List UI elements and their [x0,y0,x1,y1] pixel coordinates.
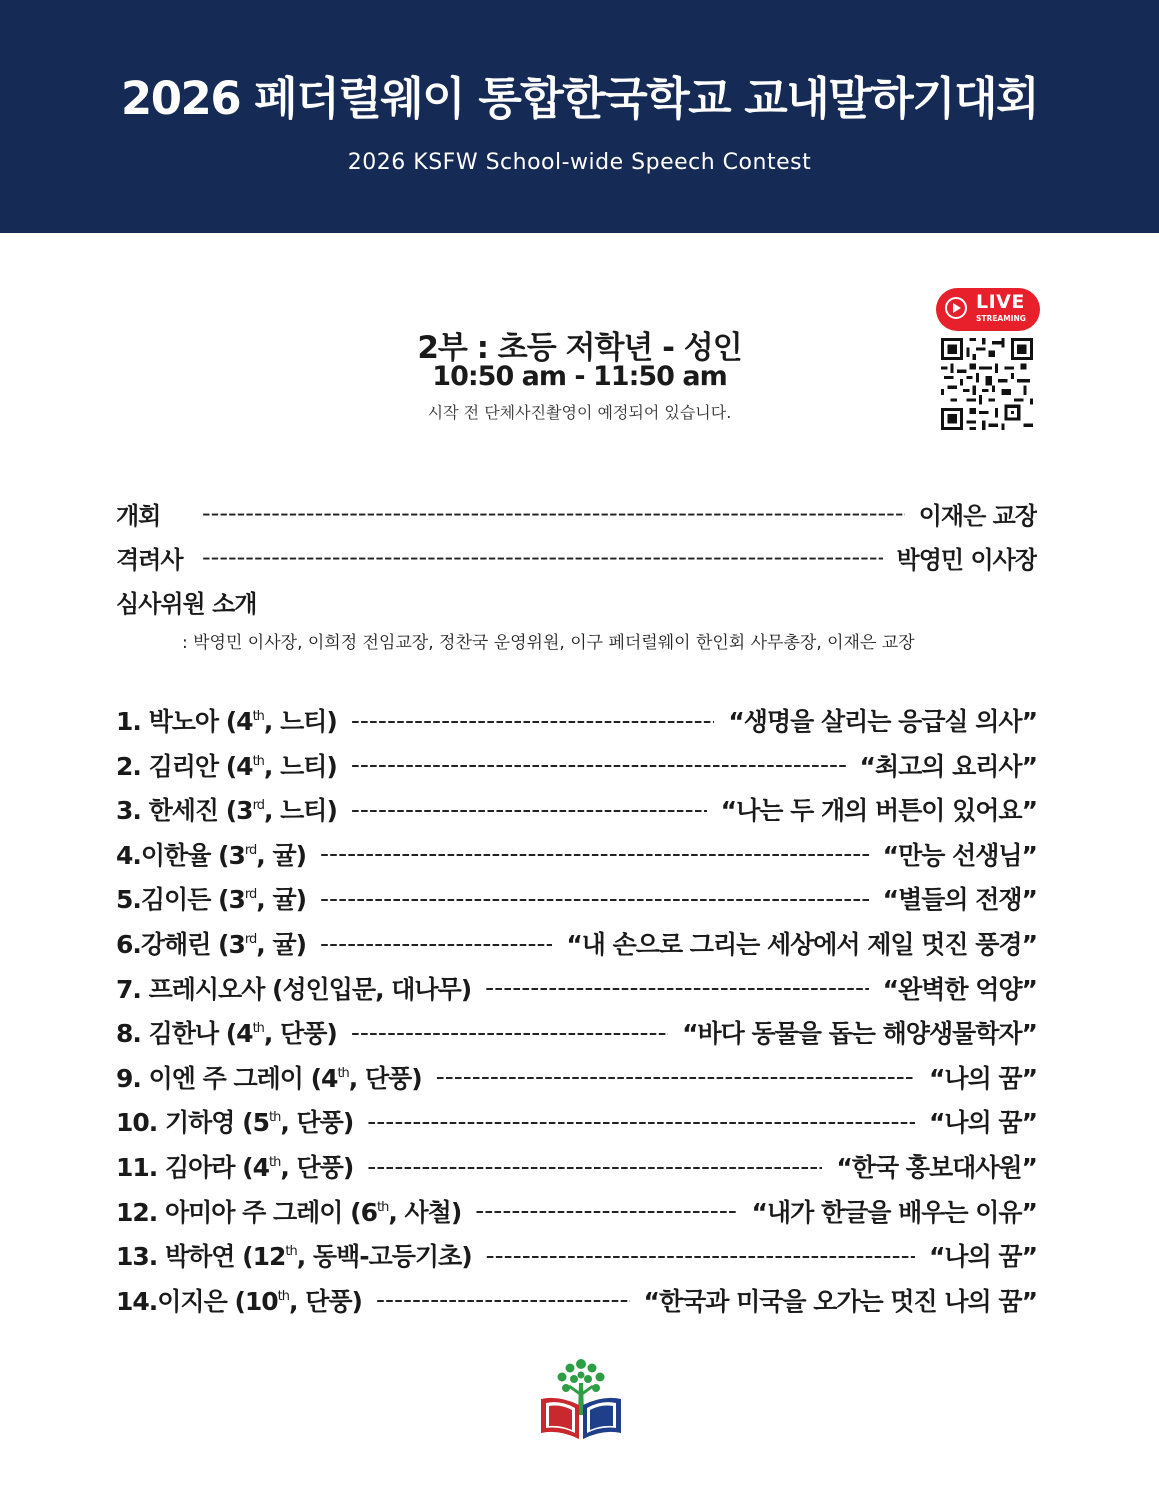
speaker-class: , 귤) [256,840,307,870]
dot-leader [351,795,707,824]
grade-ordinal: rd [244,887,257,903]
speaker-name: 11. 김아라 (4 [116,1153,269,1182]
speech-title: “내가 한글을 배우는 이유” [751,1197,1037,1227]
speech-item [116,1012,1037,1052]
speech-item [116,878,1037,918]
page-subtitle: 2026 KSFW School-wide Speech Contest [347,150,812,175]
speech-item [116,1235,1037,1275]
speaker-info [116,1193,461,1229]
dot-leader [486,1241,915,1270]
speaker-name: 14.이지은 (10 [116,1286,278,1316]
speaker-name: 3. 한세진 (3 [116,796,253,826]
grade-ordinal: th [268,1155,281,1170]
speech-title: “나의 꿈” [928,1063,1037,1093]
program-label: 격려사 [116,545,183,574]
speaker-info [116,1103,353,1139]
speech-title: “만능 선생님” [882,840,1037,870]
speaker-name: 9. 이엔 주 그레이 (4 [116,1063,338,1093]
program-label: 개회 [116,501,161,530]
school-logo-icon [537,1355,625,1441]
speech-item [116,1191,1037,1231]
speaker-class: , 느티) [263,796,337,826]
dot-leader [367,1152,822,1181]
speaker-info [116,970,471,1006]
speech-title: “나의 꿈” [928,1108,1037,1138]
program-person: 이재은 교장 [918,501,1037,530]
speech-title: “완벽한 억양” [882,974,1037,1004]
dot-leader [475,1196,737,1225]
speech-title: “나는 두 개의 버튼이 있어요” [720,796,1037,826]
speech-item [116,745,1037,785]
speaker-name: 1. 박노아 (4 [116,707,253,736]
speech-title: “별들의 전쟁” [882,885,1037,915]
speaker-class: , 단풍) [348,1063,422,1093]
speaker-info [116,1148,353,1184]
speech-item [116,923,1037,963]
page-title: 2026 페더럴웨이 통합한국학교 교내말하기대회 [120,72,1039,125]
speech-title: “최고의 요리사” [859,751,1037,781]
grade-ordinal: th [252,753,264,769]
qr-code-icon[interactable] [941,338,1033,430]
speech-title: “한국과 미국을 오가는 멋진 나의 꿈” [643,1286,1037,1316]
session-title: 2부 : 초등 저학년 - 성인 [417,330,742,366]
live-label: LIVE [976,291,1025,313]
dot-leader [320,839,869,868]
speaker-class: , 단풍) [280,1153,354,1182]
speaker-info [116,1014,337,1050]
grade-ordinal: th [376,1199,389,1215]
speech-title: “나의 꿈” [928,1242,1037,1272]
dot-leader [320,884,869,913]
speaker-info [116,880,306,916]
speech-item [116,968,1037,1008]
speaker-name: 12. 아미아 주 그레이 (6 [116,1197,377,1227]
grade-ordinal: th [252,1021,264,1037]
speech-title: “생명을 살리는 응급실 의사” [728,707,1037,736]
grade-ordinal: th [268,1110,281,1126]
judges-list: : 박영민 이사장, 이희정 전임교장, 정찬국 운영위원, 이구 페더럴웨이 한인회 사무총장, 이재은 교장 [182,633,915,653]
dot-leader [376,1285,630,1314]
speaker-class: , 단풍) [289,1286,362,1316]
grade-ordinal: rd [244,932,257,947]
speaker-name: 8. 김한나 (4 [116,1019,253,1049]
speech-item [116,1101,1037,1141]
speaker-info [116,702,337,738]
speaker-name: 10. 기하영 (5 [116,1108,269,1138]
grade-ordinal: th [337,1065,349,1081]
speech-item [116,834,1037,874]
speaker-info [116,747,337,783]
speaker-info [116,1059,422,1095]
grade-ordinal: th [285,1244,297,1260]
speaker-name: 4.이한율 (3 [116,840,245,870]
grade-ordinal: th [252,709,264,724]
judges-heading: 심사위원 소개 [116,590,257,618]
speaker-class: , 동백-고등기초) [296,1242,472,1272]
speaker-name: 6.강해린 (3 [116,930,245,959]
speaker-class: , 귤) [256,930,307,959]
speaker-info [116,925,306,961]
grade-ordinal: th [277,1288,290,1304]
streaming-label: STREAMING [976,314,1026,323]
dot-leader [351,1018,668,1047]
speaker-info [116,791,337,827]
dot-leader [485,973,869,1002]
speech-title: “내 손으로 그리는 세상에서 제일 멋진 풍경” [566,930,1037,959]
live-streaming-badge[interactable] [936,288,1040,331]
speech-item [116,1280,1037,1320]
speaker-name: 2. 김리안 (4 [116,751,253,781]
speech-item [116,1146,1037,1186]
speaker-name: 5.김이든 (3 [116,885,245,915]
grade-ordinal: rd [244,842,257,858]
speaker-info [116,1282,362,1318]
speaker-class: , 단풍) [263,1019,337,1049]
speaker-name: 13. 박하연 (12 [116,1242,286,1272]
play-icon [945,297,967,319]
dot-leader [351,750,846,779]
speaker-class: , 단풍) [280,1108,354,1138]
dot-leader [436,1062,915,1091]
speaker-info [116,1237,472,1273]
speaker-class: , 느티) [263,707,337,736]
dot-leader [351,706,715,735]
speech-item [116,700,1037,740]
speaker-name: 7. 프레시오사 (성인입문, 대나무) [116,974,472,1004]
speaker-class: , 사철) [388,1197,462,1227]
speech-item [116,1057,1037,1097]
speech-title: “바다 동물을 돕는 해양생물학자” [682,1019,1037,1049]
program-encouragement [116,537,1037,577]
program-opening [116,493,1037,533]
program-person: 박영민 이사장 [896,545,1037,574]
dot-leader [320,929,552,958]
dot-leader [367,1107,915,1136]
dot-leader [202,543,883,571]
speaker-info [116,836,306,872]
dot-leader [202,499,905,527]
header-banner [0,0,1159,233]
speaker-class: , 귤) [256,885,307,915]
speaker-class: , 느티) [263,751,337,781]
speech-item [116,789,1037,829]
grade-ordinal: rd [252,798,264,814]
speech-title: “한국 홍보대사원” [836,1153,1037,1182]
session-time: 10:50 am - 11:50 am [432,361,727,392]
session-note: 시작 전 단체사진촬영이 예정되어 있습니다. [427,403,732,422]
